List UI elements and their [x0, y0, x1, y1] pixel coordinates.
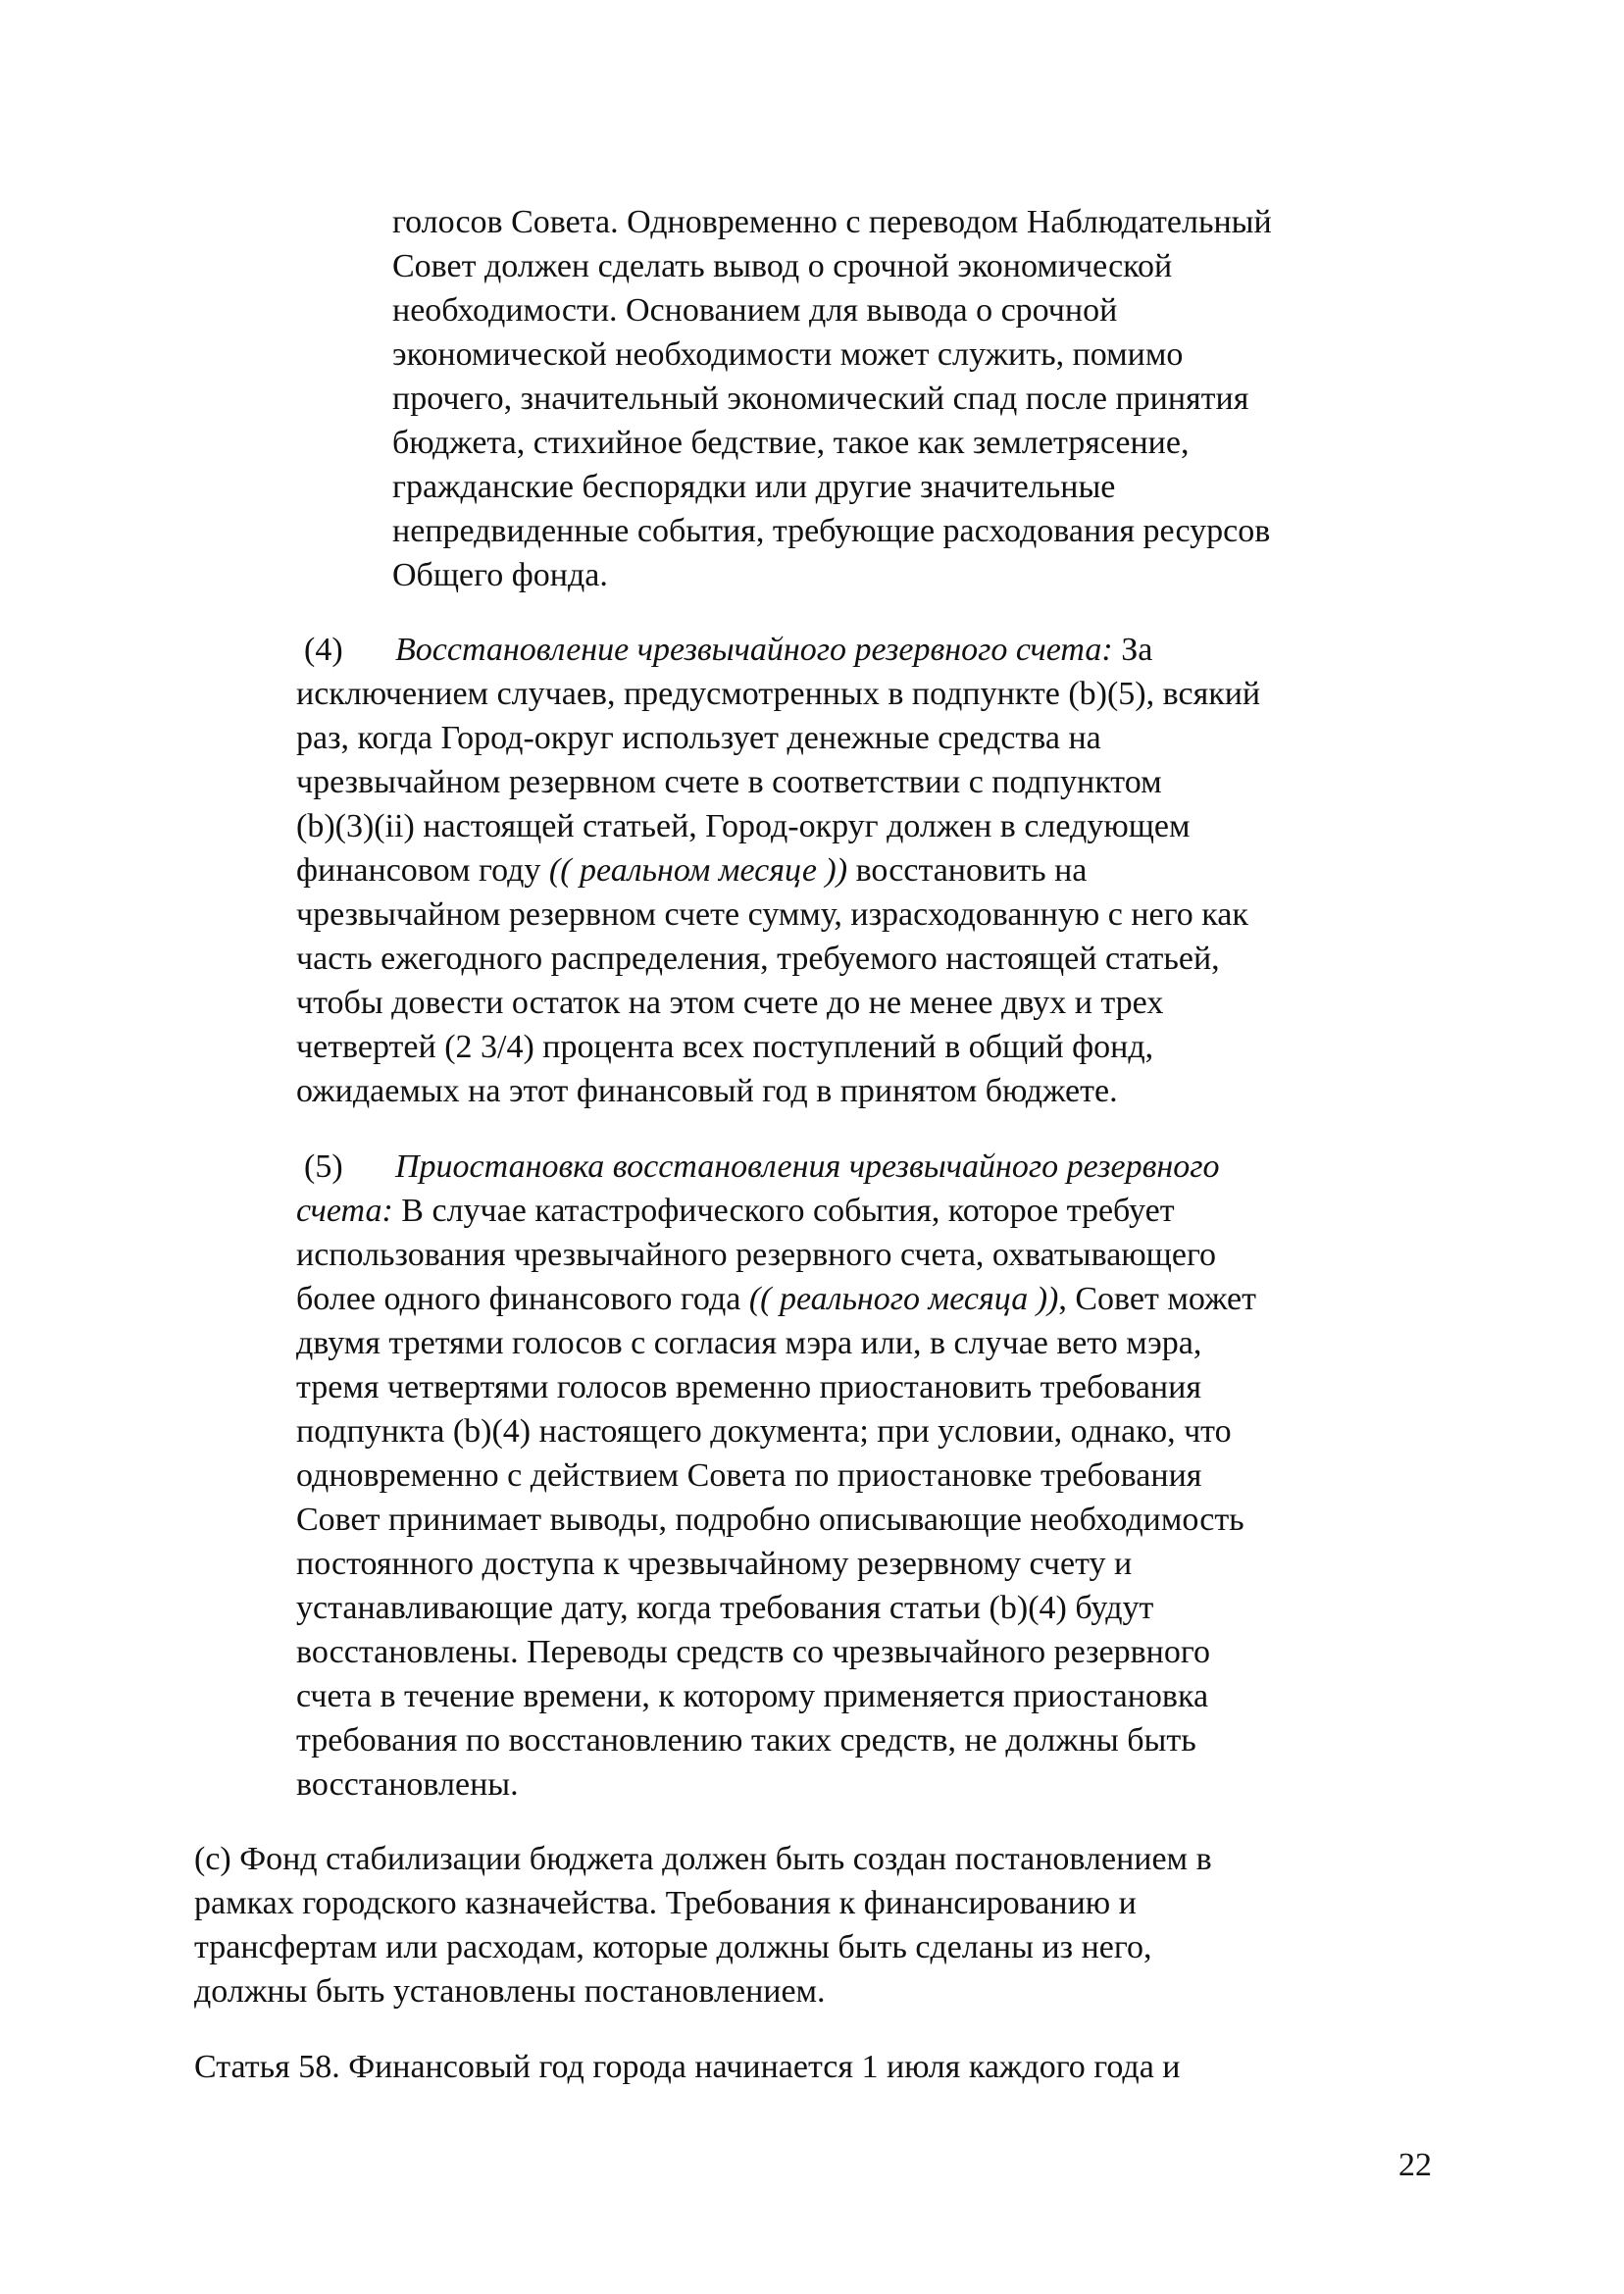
text-line: подпункта (b)(4) настоящего документа; при условии, однако, что: [296, 1413, 1232, 1450]
text-line: часть ежегодного распределения, требуемого настоящей статьей,: [296, 941, 1220, 977]
text-line: Совет принимает выводы, подробно описывающие необходимость: [296, 1502, 1244, 1538]
text-line: одновременно с действием Совета по приостановке требования: [296, 1457, 1202, 1494]
text-line: [304, 631, 1152, 670]
text-line: [296, 1192, 1175, 1231]
text-run: восстановить на: [847, 852, 1088, 889]
text-line: восстановлены. Переводы средств со чрезвычайного резервного: [296, 1634, 1210, 1670]
text-line: рамках городского казначейства. Требования к финансированию и: [194, 1885, 1137, 1921]
text-line: постоянного доступа к чрезвычайному резервному счету и: [296, 1546, 1133, 1582]
text-line: [296, 1280, 1256, 1319]
text-line: непредвиденные события, требующие расходования ресурсов: [392, 513, 1271, 549]
item-heading: Приостановка восстановления чрезвычайного резервного: [395, 1148, 1220, 1185]
text-line: тремя четвертями голосов временно приостановить требования: [296, 1369, 1201, 1405]
text-line: трансфертам или расходам, которые должны быть сделаны из него,: [194, 1929, 1152, 1965]
text-line: устанавливающие дату, когда требования статьи (b)(4) будут: [296, 1590, 1154, 1626]
text-line: голосов Совета. Одновременно с переводом Наблюдательный: [392, 204, 1272, 240]
text-line: Общего фонда.: [392, 557, 608, 593]
text-line: восстановлены.: [296, 1766, 519, 1803]
inserted-text: (( реального месяца )): [748, 1281, 1059, 1317]
text-line: двумя третями голосов с согласия мэра или, в случае вето мэра,: [296, 1325, 1202, 1361]
text-line: (c) Фонд стабилизации бюджета должен быть создан постановлением в: [194, 1841, 1212, 1877]
text-line: четвертей (2 3/4) процента всех поступлений в общий фонд,: [296, 1029, 1154, 1065]
text-line: [304, 1147, 1219, 1187]
text-line: гражданские беспорядки или другие значительные: [392, 469, 1116, 505]
text-run: В случае катастрофического события, которое требует: [392, 1193, 1175, 1229]
text-line: необходимости. Основанием для вывода о срочной: [392, 292, 1118, 329]
inserted-text: (( реальном месяце )): [548, 852, 848, 889]
text-line: счета в течение времени, к которому применяется приостановка: [296, 1678, 1209, 1714]
text-run: , Совет может: [1058, 1281, 1257, 1317]
item-heading: Восстановление чрезвычайного резервного счета:: [395, 632, 1113, 668]
item-heading: счета:: [296, 1193, 393, 1229]
text-line: бюджета, стихийное бедствие, такое как землетрясение,: [392, 425, 1190, 461]
text-line: ожидаемых на этот финансовый год в принятом бюджете.: [296, 1073, 1118, 1109]
text-line: чрезвычайном резервном счете в соответствии с подпунктом: [296, 764, 1162, 800]
text-line: Совет должен сделать вывод о срочной экономической: [392, 248, 1173, 284]
item-number: (4): [304, 632, 343, 668]
text-line: прочего, значительный экономический спад после принятия: [392, 381, 1249, 417]
text-line: требования по восстановлению таких средств, не должны быть: [296, 1722, 1196, 1759]
text-run: более одного финансового года: [296, 1281, 749, 1317]
text-line: экономической необходимости может служить, помимо: [392, 336, 1184, 373]
text-line: использования чрезвычайного резервного счета, охватывающего: [296, 1237, 1217, 1273]
text-line: (b)(3)(ii) настоящей статьей, Город-округ должен в следующем: [296, 808, 1191, 844]
text-line: исключением случаев, предусмотренных в подпункте (b)(5), всякий: [296, 676, 1261, 712]
text-line: раз, когда Город-округ использует денежные средства на: [296, 720, 1101, 756]
item-number: (5): [304, 1148, 343, 1185]
article-58-line: Статья 58. Финансовый год города начинается 1 июля каждого года и: [194, 2049, 1181, 2085]
text-run: За: [1112, 632, 1153, 668]
text-line: чрезвычайном резервном счете сумму, израсходованную с него как: [296, 896, 1248, 933]
text-run: финансовом году: [296, 852, 549, 889]
page-number: 22: [1398, 2147, 1432, 2183]
text-line: [296, 851, 1087, 891]
text-line: должны быть установлены постановлением.: [194, 1973, 826, 2010]
text-line: чтобы довести остаток на этом счете до не менее двух и трех: [296, 985, 1164, 1021]
